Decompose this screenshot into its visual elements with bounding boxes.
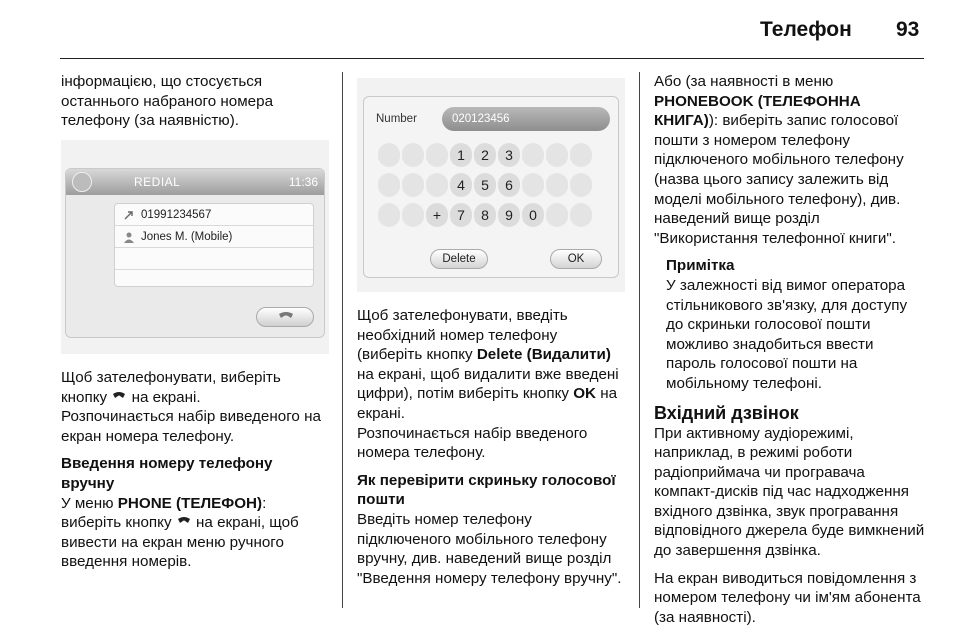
section-title: Вхідний дзвінок	[654, 402, 799, 423]
text-span: У меню	[61, 494, 114, 512]
handset-icon	[176, 515, 192, 529]
text-span: на екрані.	[357, 385, 618, 422]
key-blank	[570, 203, 592, 227]
text-span: на екрані, щоб вивести на екран меню ручного введення номерів.	[61, 514, 299, 571]
paragraph: Введіть номер телефону підключеного мобільного телефону вручну, див. наведений вище розділ "Введення номеру телефону вручну".	[357, 510, 622, 587]
list-item-empty	[115, 248, 313, 270]
key-blank	[378, 143, 400, 167]
paragraph	[61, 494, 329, 572]
text-span: на екрані.	[131, 388, 201, 406]
button-name: OK	[573, 385, 596, 403]
page-header	[0, 0, 960, 62]
redial-contact: Jones M. (Mobile)	[141, 231, 233, 243]
key-blank	[546, 203, 568, 227]
clock: 11:36	[288, 175, 318, 189]
keypad-screen	[363, 96, 619, 278]
text-span: Щоб зателефонувати, введіть необхідний номер телефону (виберіть кнопку	[357, 307, 568, 364]
text-span: виберіть кнопку	[61, 514, 172, 532]
column-1	[61, 72, 329, 139]
key-8: 8	[474, 203, 496, 227]
redial-screen	[65, 168, 325, 338]
delete-button: Delete	[430, 249, 488, 269]
column-3	[654, 72, 926, 635]
column-1-lower	[61, 368, 329, 580]
text-span: :	[262, 494, 267, 512]
paragraph: На екран виводиться повідомлення з номером телефону чи ім'ям абонента (за наявності).	[654, 569, 921, 626]
key-7: 7	[450, 203, 472, 227]
paragraph	[357, 306, 625, 424]
key-blank	[378, 173, 400, 197]
key-blank	[570, 173, 592, 197]
menu-name: PHONEBOOK (ТЕЛЕФОННА КНИГА)	[654, 92, 861, 130]
key-1: 1	[450, 143, 472, 167]
key-blank	[546, 143, 568, 167]
menu-name: PHONE (ТЕЛЕФОН)	[117, 494, 263, 512]
key-blank	[378, 203, 400, 227]
note-block	[654, 256, 926, 393]
key-0: 0	[522, 203, 544, 227]
key-blank	[402, 173, 424, 197]
key-4: 4	[450, 173, 472, 197]
key-5: 5	[474, 173, 496, 197]
title-bar	[66, 169, 324, 195]
handset-icon	[277, 311, 295, 325]
call-button	[256, 307, 314, 327]
key-blank	[570, 143, 592, 167]
handset-icon	[111, 390, 127, 404]
list-item	[115, 204, 313, 226]
paragraph	[61, 368, 329, 407]
keypad-screen-figure	[357, 78, 625, 292]
paragraph: Розпочинається набір виведеного на екран номера телефону.	[61, 408, 321, 445]
text-span: на екрані, щоб видалити вже введені цифри), потім виберіть кнопку	[357, 365, 619, 403]
key-blank	[546, 173, 568, 197]
text-span: Або (за наявності в меню	[654, 73, 834, 90]
subheading: Як перевірити скриньку голосової пошти	[357, 471, 616, 509]
note-text: У залежності від вимог оператора стільникового зв'язку, для доступу до скриньки голосової пошти можливо знадобиться ввести пароль голосової пошти на мобільному телефоні.	[666, 276, 908, 392]
key-blank	[522, 173, 544, 197]
outgoing-call-icon	[123, 209, 135, 221]
header-rule	[60, 58, 924, 59]
subheading: Введення номеру телефону вручну	[61, 455, 273, 492]
key-blank	[426, 143, 448, 167]
text-span: ): виберіть запис голосової пошти з номером телефону підключеного мобільного телефону (назва цього запису залежить від моделі мобільного телефону), див. наведений вище розділ "Використання телефонної книги".	[654, 112, 904, 247]
note-title: Примітка	[666, 257, 735, 275]
number-field: 020123456	[442, 107, 610, 131]
redial-screen-figure	[61, 140, 329, 354]
contact-icon	[123, 231, 135, 243]
back-button	[72, 172, 92, 192]
text-span: Щоб зателефонувати, виберіть кнопку	[61, 369, 281, 406]
key-blank	[426, 173, 448, 197]
screen-title: REDIAL	[134, 175, 181, 189]
key-blank	[522, 143, 544, 167]
page-number: 93	[896, 18, 920, 41]
key-blank	[402, 143, 424, 167]
header-title: Телефон	[760, 18, 852, 41]
ok-button: OK	[550, 249, 602, 269]
key-blank	[402, 203, 424, 227]
paragraph	[654, 72, 926, 248]
key-2: 2	[474, 143, 496, 167]
paragraph: При активному аудіорежимі, наприклад, в режимі роботи радіоприймача чи програвача компакт-дисків під час надходження вхідного дзвінка, звук програвання відповідного джерела буде вимкнений до завершення дзвінка.	[654, 424, 925, 560]
key-6: 6	[498, 173, 520, 197]
column-divider	[342, 72, 343, 608]
column-2	[357, 306, 625, 596]
paragraph: Розпочинається набір введеного номера телефону.	[357, 424, 588, 462]
list-item	[115, 226, 313, 248]
number-label: Number	[376, 113, 417, 125]
redial-number: 01991234567	[141, 209, 212, 221]
list-item-empty	[115, 270, 313, 292]
column-divider	[639, 72, 640, 608]
paragraph: інформацією, що стосується останнього набраного номера телефону (за наявністю).	[61, 73, 274, 130]
key-plus: +	[426, 203, 448, 227]
key-3: 3	[498, 143, 520, 167]
button-name: Delete (Видалити)	[476, 346, 611, 364]
key-9: 9	[498, 203, 520, 227]
redial-list	[114, 203, 314, 287]
